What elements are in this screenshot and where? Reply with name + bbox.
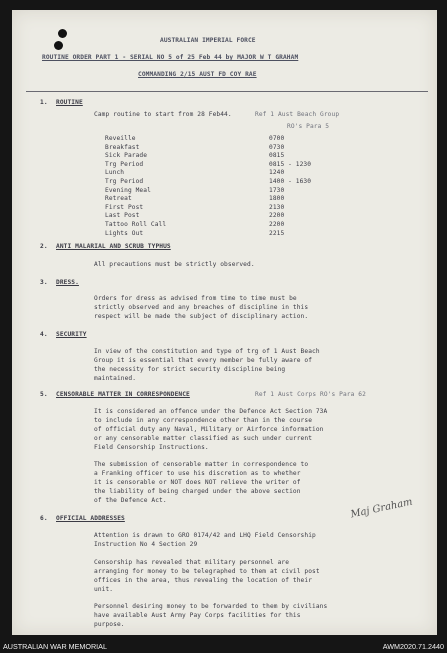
routine-row-time: 2130: [269, 203, 285, 211]
section1-ref-1: Ref 1 Aust Beach Group: [255, 111, 340, 118]
footer-left-text: AUSTRALIAN WAR MEMORIAL: [3, 642, 107, 651]
section5-body1-line-5: Field Censorship Instructions.: [94, 444, 209, 451]
routine-row-time: 0815 - 1230: [269, 160, 312, 168]
section2-num: 2.: [40, 243, 48, 250]
section5-ref: Ref 1 Aust Corps RO's Para 62: [255, 391, 366, 398]
routine-row-name: Sick Parade: [105, 152, 148, 160]
section5-num: 5.: [40, 391, 48, 398]
section4-body-line-4: maintained.: [94, 375, 137, 382]
section4-body-line-1: In view of the constitution and type of trg of 1 Aust Beach: [94, 348, 320, 355]
section5-body1-line-4: or any censorable matter classified as such under current: [94, 435, 313, 442]
section3-title: DRESS.: [56, 279, 79, 286]
routine-row-time: 1400 - 1630: [269, 178, 312, 185]
header-line-3: COMMANDING 2/15 AUST FD COY RAE: [138, 71, 257, 78]
header-line-1: AUSTRALIAN IMPERIAL FORCE: [160, 37, 256, 44]
section6-body3-line-2: have available Aust Army Pay Corps facilities for this: [94, 612, 301, 619]
section5-body1-line-3: of official duty any Naval, Military or Airforce information: [94, 426, 324, 433]
section3-body-line-3: respect will be made the subject of disciplinary action.: [94, 313, 309, 320]
footer-bar: [0, 640, 447, 653]
section6-body1-line-2: Instruction No 4 Section 29: [94, 541, 198, 548]
section5-body2-line-2: a Franking officer to use his discretion as to whether: [94, 470, 301, 477]
section6-body1-line-1: Attention is drawn to GRO 0174/42 and LHQ Field Censorship: [94, 532, 316, 539]
handwritten-signature: Maj Graham: [349, 496, 414, 521]
routine-row-time: 2215: [269, 229, 285, 237]
footer-right-text: AWM2020.71.2440: [382, 642, 444, 651]
section6-body3-line-1: Personnel desiring money to be forwarded to them by civilians: [94, 603, 328, 610]
routine-row-name: Trg Period: [105, 160, 144, 168]
section6-title: OFFICIAL ADDRESSES: [56, 515, 125, 522]
routine-row-time: 2200: [269, 212, 285, 220]
section1-title: ROUTINE: [56, 99, 83, 106]
section6-num: 6.: [40, 515, 48, 522]
section6-body2-line-1: Censorship has revealed that military personnel are: [94, 559, 290, 566]
routine-row-time: 2200: [269, 221, 285, 228]
section5-body1-line-1: It is considered an offence under the Defence Act Section 73A: [94, 408, 328, 415]
section3-num: 3.: [40, 279, 48, 286]
routine-row-time: 1800: [269, 195, 285, 203]
section4-num: 4.: [40, 331, 48, 338]
routine-row-name: Evening Meal: [105, 186, 151, 194]
punch-hole-bottom: [54, 41, 63, 50]
section5-body2-line-1: The submission of censorable matter in correspondence to: [94, 461, 309, 468]
section4-body-line-3: the necessity for strict security discipline being: [94, 366, 286, 373]
routine-row-time: 1240: [269, 169, 285, 177]
routine-row-name: Lunch: [105, 169, 125, 177]
header-line-2: ROUTINE ORDER PART 1 - SERIAL NO 5 of 25 Feb 44 by MAJOR W T GRAHAM: [42, 54, 299, 61]
section6-body2-line-4: unit.: [94, 586, 114, 593]
section6-body2-line-3: offices in the area, thus revealing the location of their: [94, 577, 313, 584]
routine-row-time: 0730: [269, 143, 285, 151]
routine-row-name: Breakfast: [105, 143, 140, 151]
routine-row-name: Lights Out: [105, 229, 144, 237]
document-page: [12, 10, 437, 635]
punch-hole-top: [58, 29, 67, 38]
routine-row-time: 1730: [269, 186, 285, 194]
section5-title: CENSORABLE MATTER IN CORRESPONDENCE: [56, 391, 190, 398]
routine-row-name: Tattoo Roll Call: [105, 221, 167, 228]
section2-title: ANTI MALARIAL AND SCRUB TYPHUS: [56, 243, 171, 250]
section5-body2-line-3: it is censorable or NOT does NOT relieve the writer of: [94, 479, 301, 486]
section3-body-line-2: strictly observed and any breaches of discipline in this: [94, 304, 309, 311]
routine-row-name: Reveille: [105, 135, 136, 142]
routine-row-time: 0700: [269, 135, 285, 142]
section3-body-line-1: Orders for dress as advised from time to time must be: [94, 295, 297, 302]
header-rule: [26, 91, 428, 92]
section6-body3-line-3: purpose.: [94, 621, 125, 628]
routine-row-name: Retreat: [105, 195, 132, 203]
routine-row-name: Trg Period: [105, 178, 144, 185]
section1-num: 1.: [40, 99, 48, 106]
section2-body-line: All precautions must be strictly observed.: [94, 261, 255, 268]
section4-body-line-2: Group it is essential that every member be fully aware of: [94, 357, 313, 364]
routine-row-name: Last Post: [105, 212, 140, 220]
section1-intro: Camp routine to start from 28 Feb44.: [94, 111, 232, 118]
section4-title: SECURITY: [56, 331, 87, 338]
section5-body2-line-4: the liability of being charged under the above section: [94, 488, 301, 495]
routine-row-time: 0815: [269, 152, 285, 160]
section5-body2-line-5: of the Defence Act.: [94, 497, 167, 504]
routine-row-name: First Post: [105, 203, 144, 211]
section1-ref-2: RO's Para 5: [287, 123, 330, 130]
section6-body2-line-2: arranging for money to be telegraphed to them at civil post: [94, 568, 320, 575]
section5-body1-line-2: to include in any correspondence other than in the course: [94, 417, 313, 424]
